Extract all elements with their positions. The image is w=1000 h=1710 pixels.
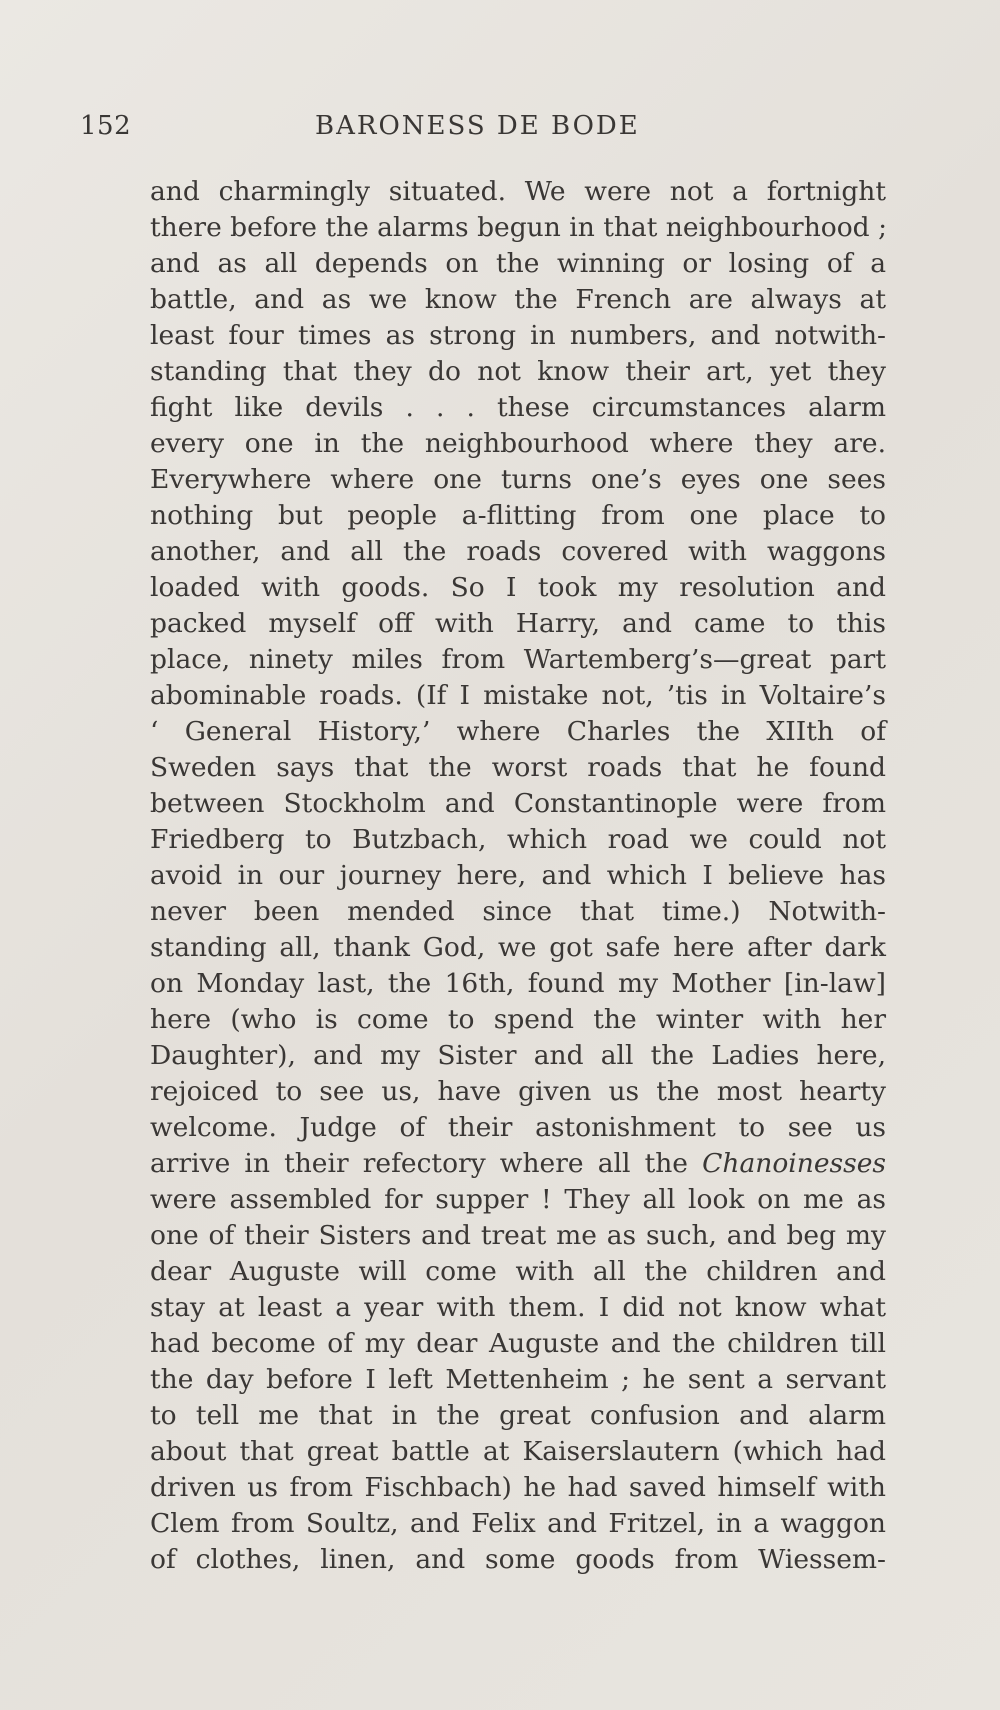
text-line: avoid in our journey here, and which I believe has [150,860,886,891]
text-line-with-italic [150,1146,886,1182]
text-line: here (who is come to spend the winter with her [150,1004,886,1035]
text-line: on Monday last, the 16th, found my Mother [in-law] [150,968,886,999]
text-line: the day before I left Mettenheim ; he sent a servant [150,1364,886,1395]
text-line: had become of my dear Auguste and the children till [150,1328,886,1359]
text-line: and as all depends on the winning or losing of a [150,248,886,279]
text-line: place, ninety miles from Wartemberg’s—great part [150,644,886,675]
text-line: to tell me that in the great confusion and alarm [150,1400,886,1431]
italic-word: Chanoinesses [702,1148,886,1179]
text-line: about that great battle at Kaiserslautern (which had [150,1436,886,1467]
text-line: ‘ General History,’ where Charles the XIIth of [150,716,886,747]
body-text [150,174,886,1578]
text-line: least four times as strong in numbers, and notwith- [150,320,886,351]
text-line: packed myself off with Harry, and came to this [150,608,886,639]
text-line: Clem from Soultz, and Felix and Fritzel, in a waggon [150,1508,886,1539]
text-line: another, and all the roads covered with waggons [150,536,886,567]
text-line: abominable roads. (If I mistake not, ’tis in Voltaire’s [150,680,886,711]
text-line: Friedberg to Butzbach, which road we could not [150,824,886,855]
running-head: BARONESS DE BODE [315,111,640,141]
text-line: every one in the neighbourhood where they are. [150,428,886,459]
text-line: one of their Sisters and treat me as such, and beg my [150,1220,886,1251]
text-line: nothing but people a-flitting from one place to [150,500,886,531]
text-line: Everywhere where one turns one’s eyes one sees [150,464,886,495]
text-line: driven us from Fischbach) he had saved himself with [150,1472,886,1503]
text-line: dear Auguste will come with all the children and [150,1256,886,1287]
text-line: battle, and as we know the French are always at [150,284,886,315]
page-header [80,111,910,151]
text-line: of clothes, linen, and some goods from Wiessem- [150,1544,886,1575]
page-number: 152 [80,111,132,141]
text-line: and charmingly situated. We were not a fortnight [150,176,886,207]
text-line: standing that they do not know their art, yet they [150,356,886,387]
text-line: loaded with goods. So I took my resolution and [150,572,886,603]
text-line: fight like devils . . . these circumstances alarm [150,392,886,423]
text-line: Daughter), and my Sister and all the Ladies here, [150,1040,886,1071]
text-line: were assembled for supper ! They all look on me as [150,1184,886,1215]
text-segment: arrive in their refectory where all the [150,1148,688,1179]
text-line: never been mended since that time.) Notwith- [150,896,886,927]
text-line: welcome. Judge of their astonishment to see us [150,1112,886,1143]
text-line: there before the alarms begun in that neighbourhood ; [150,212,887,243]
text-line: rejoiced to see us, have given us the most hearty [150,1076,886,1107]
text-line: between Stockholm and Constantinople were from [150,788,886,819]
text-line: stay at least a year with them. I did not know what [150,1292,886,1323]
text-line: standing all, thank God, we got safe here after dark [150,932,886,963]
text-line: Sweden says that the worst roads that he found [150,752,886,783]
